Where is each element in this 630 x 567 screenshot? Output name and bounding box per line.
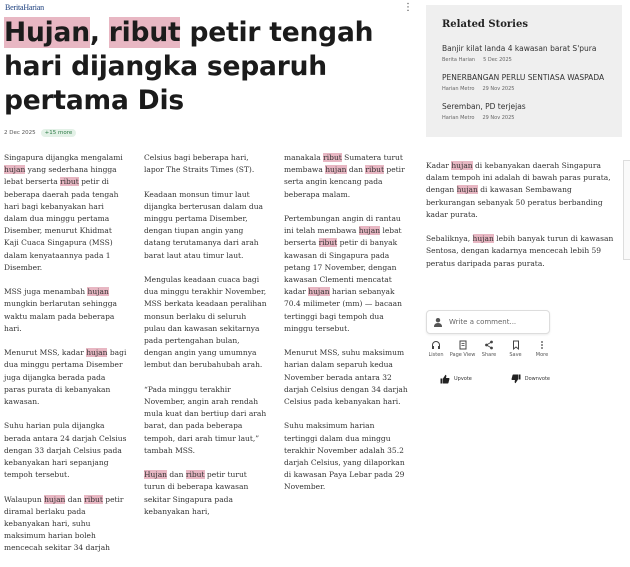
text-run: Suhu harian pula dijangka berada antara 24 darjah Celsius dengan 33 darjah Celsius pada kebanyakan hari sepanjang tempoh tersebut. [4, 421, 127, 480]
keyword-highlight: hujan [86, 348, 108, 358]
keyword-highlight: hujan [358, 226, 381, 236]
text-run: bagi dua minggu pertama Disember juga dijangka berada pada paras purata di kebanyakan kawasan. [4, 348, 127, 407]
related-story-meta [442, 115, 606, 121]
keyword-highlight: hujan [456, 185, 478, 195]
more-vertical-icon [537, 340, 547, 350]
keyword-highlight: hujan [87, 287, 109, 297]
text-run: dan [65, 494, 85, 504]
story-source: Berita Harian [442, 57, 476, 63]
keyword-highlight: ribut [84, 494, 103, 504]
page-view-button[interactable] [451, 340, 475, 358]
thumbs-up-icon [440, 374, 450, 384]
keyword-highlight: ribut [185, 470, 205, 480]
related-story[interactable] [442, 102, 606, 121]
headline-separator: , [89, 17, 109, 48]
page-view-icon [458, 340, 468, 350]
more-sources-badge[interactable]: +15 more [41, 129, 77, 137]
article-column-2 [144, 152, 268, 530]
share-icon [484, 340, 494, 350]
headphones-icon [431, 340, 441, 350]
headline-highlight: ribut [108, 17, 181, 48]
text-run: petir di beberapa daerah pada tengah hari bagi kebanyakan hari dalam dua minggu pertama Disember, menurut Khidmat Kaji Cuaca Singapura (MSS) dalam kenyataannya pada 1 Disember. [4, 177, 119, 272]
sidebar [420, 0, 630, 480]
related-story-meta [442, 57, 606, 63]
paragraph [144, 274, 268, 372]
related-stories-panel [426, 5, 622, 137]
paragraph [426, 233, 616, 270]
text-run: Sumatera turut membawa [284, 153, 403, 175]
headline-highlight: Hujan [4, 17, 90, 48]
related-stories-title: Related Stories [442, 19, 528, 30]
text-run: Mengulas keadaan cuaca bagi dua minggu terakhir November, MSS berkata keadaan peralihan monsun berlaku di seluruh pulau dan kawasan sekitarnya pada pertengahan bulan, dengan angin yang umumnya lembut dan berubahubah arah. [144, 275, 267, 370]
text-run: Sebaliknya, [426, 234, 473, 244]
related-story-title[interactable]: Banjir kilat landa 4 kawasan barat S'pura [442, 44, 597, 53]
bookmark-icon [511, 340, 521, 350]
keyword-highlight: Hujan [144, 470, 167, 480]
story-date: 29 Nov 2025 [482, 115, 515, 121]
text-run: “Pada minggu terakhir November, angin arah rendah mula kuat dan bertiup dari arah barat, dan pada beberapa tempoh, dari arah timur laut,” tambah MSS. [144, 384, 267, 455]
text-run: lebih banyak turun di kawasan Sentosa, dengan kadarnya mencecah lebih 59 peratus daripada paras purata. [426, 234, 614, 268]
story-date: 29 Nov 2025 [482, 86, 515, 92]
text-run: di kebanyakan daerah Singapura dalam tempoh ini adalah di bawah paras purata, dengan [426, 161, 611, 195]
paragraph [284, 213, 408, 335]
text-run: harian sebanyak 70.4 milimeter (mm) — bacaan tertinggi bagi tempoh dua minggu tersebut. [284, 287, 402, 333]
upvote-button[interactable] [440, 374, 472, 384]
article-actions [424, 340, 554, 358]
more-vertical-icon[interactable]: ⋮ [403, 2, 413, 13]
paragraph [144, 152, 268, 176]
related-story-meta [442, 86, 606, 92]
save-button[interactable] [504, 340, 528, 358]
text-run: Singapura dijangka mengalami [4, 153, 123, 162]
keyword-highlight: hujan [472, 234, 494, 244]
paragraph [4, 420, 128, 481]
brand-logo[interactable]: BeritaHarian [5, 3, 44, 12]
article-continuation [426, 160, 616, 282]
text-run: Kadar [426, 161, 452, 170]
article-column-1 [4, 152, 128, 567]
article-headline [4, 16, 404, 118]
text-run: Celsius bagi beberapa hari, lapor The Straits Times (ST). [144, 153, 255, 175]
share-button[interactable] [477, 340, 501, 358]
story-source: Harian Metro [442, 115, 475, 121]
keyword-highlight: hujan [4, 165, 26, 175]
paragraph [144, 469, 268, 518]
text-run: di kawasan Sembawang berkurangan sebanyak 50 peratus berbanding kadar purata. [426, 185, 603, 219]
text-run: dan [346, 165, 366, 175]
side-panel-handle[interactable] [623, 160, 630, 260]
action-label: Page View [449, 352, 476, 358]
keyword-highlight: hujan [325, 165, 347, 175]
text-run: yang sederhana hingga lebat berserta [4, 165, 117, 187]
paragraph [144, 384, 268, 457]
text-run: Menurut MSS, suhu maksimum harian dalam separuh kedua November berada antara 32 darjah Celsius dengan 34 darjah Celsius pada kebanyakan hari. [284, 348, 408, 407]
paragraph [284, 347, 408, 408]
keyword-highlight: hujan [451, 161, 473, 170]
text-run: Pertembungan angin di rantau ini telah membawa [284, 214, 401, 236]
text-run: Menurut MSS, kadar [4, 348, 87, 358]
downvote-label: Downvote [524, 376, 550, 382]
thumbs-down-icon [511, 374, 521, 384]
keyword-highlight: hujan [44, 494, 66, 504]
more-button[interactable] [530, 340, 554, 358]
story-date: 5 Dec 2025 [483, 57, 512, 63]
text-run: petir di banyak kawasan di Singapura pada petang 17 November, dengan kawasan Clementi mencatat kadar [284, 238, 398, 297]
text-run: petir turut turun di beberapa kawasan sekitar Singapura pada kebanyakan hari, [144, 470, 249, 516]
text-run: petir diramal berlaku pada kebanyakan hari, suhu maksimum harian boleh mencecah sekitar 34 darjah [4, 494, 124, 553]
text-run: dan [167, 470, 186, 480]
text-run: lebat berserta [284, 226, 402, 248]
story-source: Harian Metro [442, 86, 475, 92]
comment-placeholder: Write a comment... [449, 318, 517, 326]
keyword-highlight: ribut [318, 238, 338, 248]
paragraph [4, 286, 128, 335]
related-story[interactable] [442, 73, 606, 92]
action-label: Listen [428, 352, 444, 358]
comment-input[interactable] [426, 310, 550, 334]
text-run: manakala [284, 153, 324, 162]
action-label: Save [509, 352, 522, 358]
text-run: mungkin berlarutan sehingga waktu malam pada beberapa hari. [4, 299, 117, 333]
user-icon [433, 317, 443, 327]
related-story[interactable] [442, 44, 606, 63]
related-story-title[interactable]: PENERBANGAN PERLU SENTIASA WASPADA [442, 73, 605, 82]
text-run: Keadaan monsun timur laut dijangka berterusan dalam dua minggu pertama Disember, dengan tiupan angin yang datang terutamanya dari arah barat laut atau timur laut. [144, 189, 263, 260]
article-column-3 [284, 152, 408, 506]
keyword-highlight: ribut [60, 177, 79, 187]
paragraph [284, 420, 408, 493]
listen-button[interactable] [424, 340, 448, 358]
publish-date: 2 Dec 2025 [4, 130, 36, 136]
text-run: Suhu maksimum harian tertinggi dalam dua minggu terakhir November adalah 35.2 darjah Celsius, yang dilaporkan di kawasan Paya Lebar pada 29 November. [284, 421, 405, 492]
paragraph [284, 152, 408, 201]
related-story-title[interactable]: Seremban, PD terjejas [442, 102, 526, 111]
action-label: More [535, 352, 549, 358]
text-run: MSS juga menambah [4, 287, 88, 297]
vote-bar [440, 374, 550, 384]
action-label: Share [481, 352, 497, 358]
paragraph [144, 189, 268, 262]
keyword-highlight: ribut [323, 153, 342, 162]
keyword-highlight: ribut [365, 165, 385, 175]
paragraph [4, 347, 128, 408]
text-run: petir serta angin kencang pada beberapa malam. [284, 165, 405, 199]
downvote-button[interactable] [511, 374, 550, 384]
upvote-label: Upvote [454, 376, 472, 382]
article-meta [4, 129, 76, 137]
keyword-highlight: hujan [308, 287, 330, 297]
paragraph [426, 160, 616, 221]
text-run: Walaupun [4, 494, 45, 504]
headline-rest: petir tengah hari dijangka separuh pertama Dis [4, 17, 374, 116]
paragraph [4, 494, 128, 555]
paragraph [4, 152, 128, 274]
